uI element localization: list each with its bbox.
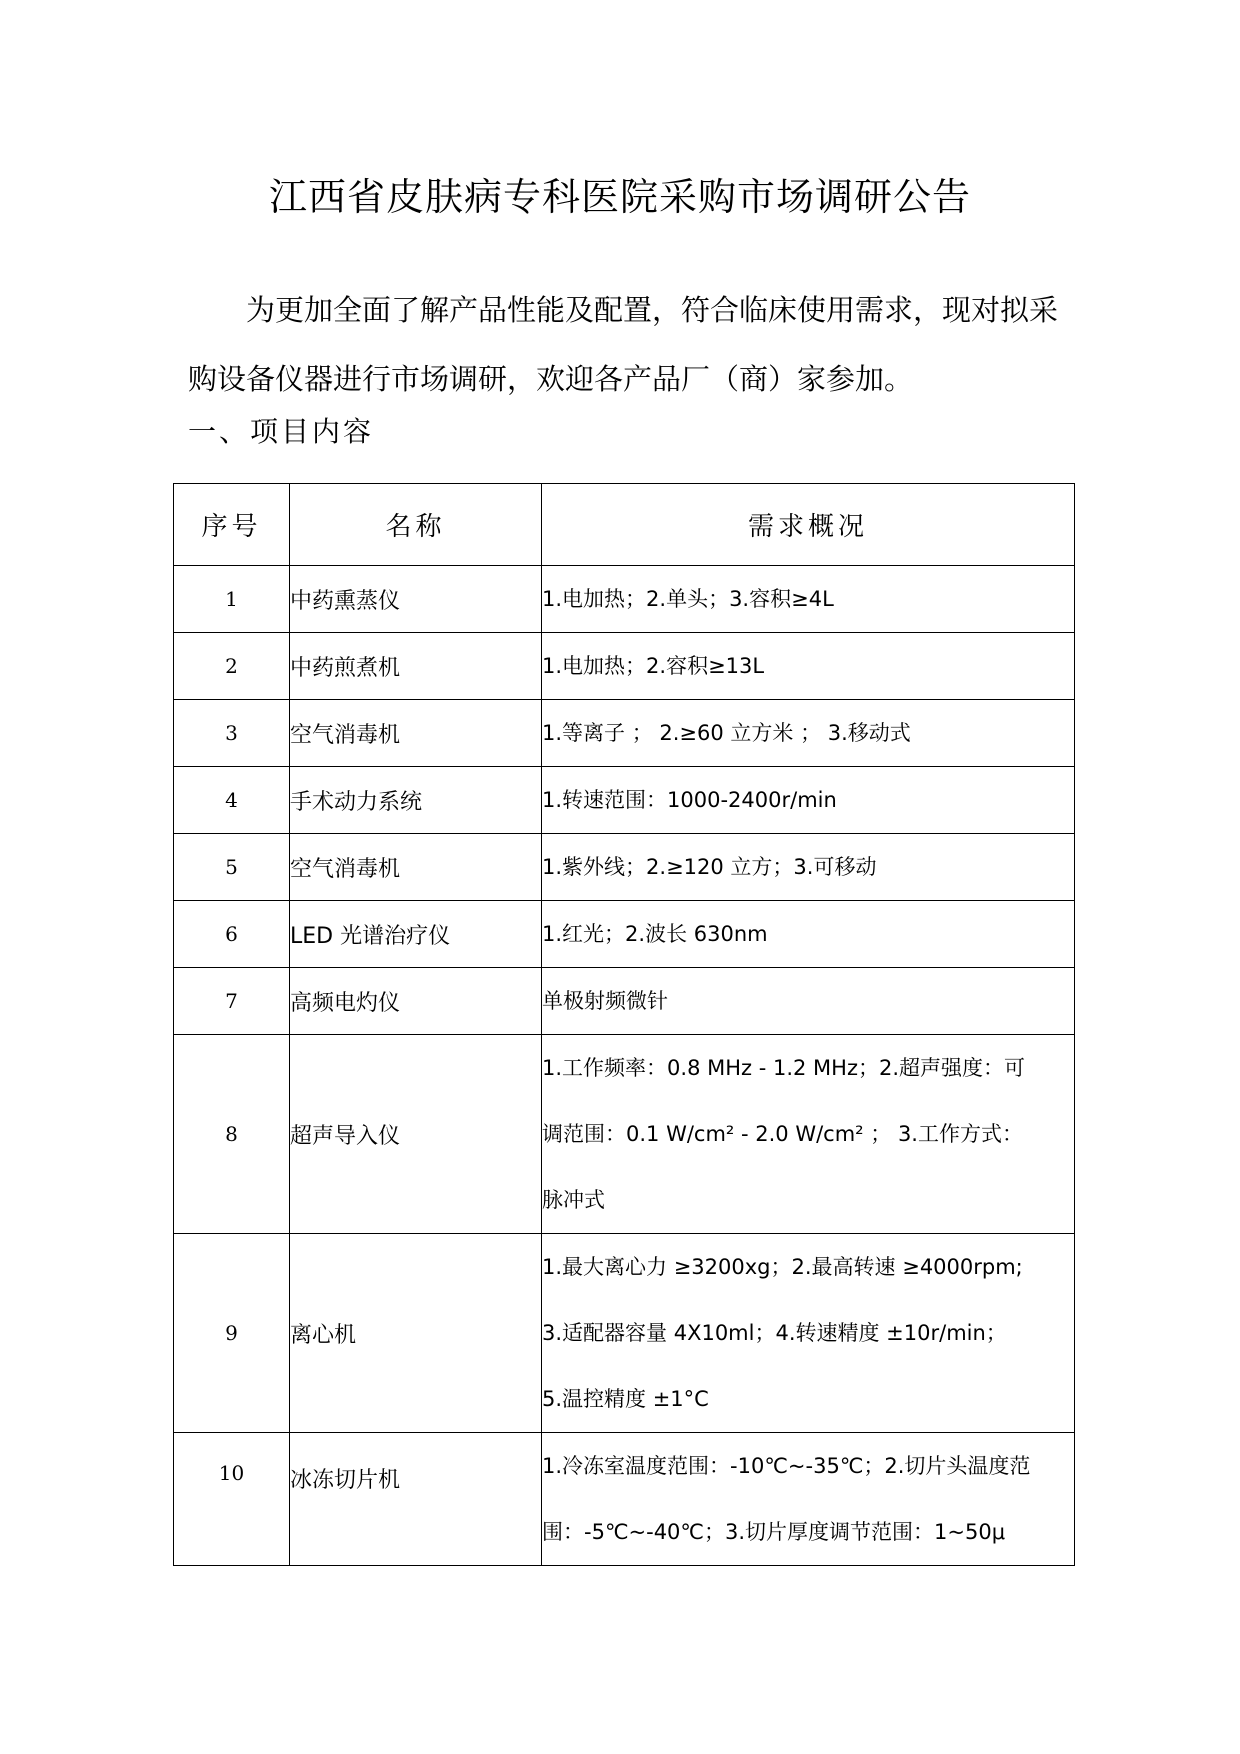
requirements-line: 1.最大离心力 ≥3200xg；2.最高转速 ≥4000rpm; [542,1255,1023,1279]
row-requirements [542,901,1075,968]
row-name: LED 光谱治疗仪 [290,901,542,968]
row-requirements [542,834,1075,901]
requirements-table [173,483,1075,1566]
section-heading: 一、项目内容 [188,415,375,448]
requirements-line: 1.紫外线；2.≥120 立方；3.可移动 [542,855,877,879]
row-requirements [542,1234,1075,1433]
requirements-line: 3.适配器容量 4X10ml；4.转速精度 ±10r/min； [542,1321,1007,1345]
row-index: 4 [174,767,290,834]
requirements-line: 单极射频微针 [542,989,668,1013]
page-title: 江西省皮肤病专科医院采购市场调研公告 [268,175,971,219]
row-index: 3 [174,700,290,767]
requirements-line: 1.电加热；2.单头；3.容积≥4L [542,587,834,611]
requirements-line: 1.等离子 ； 2.≥60 立方米 ； 3.移动式 [542,721,911,745]
row-requirements [542,566,1075,633]
row-index: 6 [174,901,290,968]
intro-paragraph-line-1: 为更加全面了解产品性能及配置，符合临床使用需求，现对拟采 [246,293,1059,327]
requirements-line: 围：-5℃~-40℃；3.切片厚度调节范围：1~50μ [542,1520,1006,1544]
header-index: 序号 [174,484,290,566]
row-name: 空气消毒机 [290,700,542,767]
table-row [174,767,1075,834]
row-index: 7 [174,968,290,1035]
row-name: 中药煎煮机 [290,633,542,700]
header-requirements: 需求概况 [542,484,1075,566]
intro-paragraph-line-2: 购设备仪器进行市场调研，欢迎各产品厂（商）家参加。 [188,362,914,396]
table-row [174,1433,1075,1566]
row-index: 5 [174,834,290,901]
requirements-line: 1.转速范围：1000-2400r/min [542,788,837,812]
row-index: 2 [174,633,290,700]
row-name: 手术动力系统 [290,767,542,834]
row-requirements [542,767,1075,834]
row-name: 空气消毒机 [290,834,542,901]
table-row [174,968,1075,1035]
table-row [174,633,1075,700]
row-requirements [542,633,1075,700]
row-requirements [542,700,1075,767]
header-name: 名称 [290,484,542,566]
table-row [174,901,1075,968]
row-index: 10 [174,1433,290,1566]
row-name: 超声导入仪 [290,1035,542,1234]
row-name: 冰冻切片机 [290,1433,542,1566]
row-index: 9 [174,1234,290,1433]
table-row [174,1234,1075,1433]
requirements-line: 调范围：0.1 W/cm² - 2.0 W/cm² ； 3.工作方式： [542,1122,1023,1146]
table-row [174,700,1075,767]
requirements-line: 1.冷冻室温度范围：-10℃~-35℃；2.切片头温度范 [542,1454,1031,1478]
row-name: 中药熏蒸仪 [290,566,542,633]
table-header-row [174,484,1075,566]
row-name: 高频电灼仪 [290,968,542,1035]
row-requirements [542,1433,1075,1566]
row-requirements [542,1035,1075,1234]
row-name: 离心机 [290,1234,542,1433]
requirements-line: 1.工作频率：0.8 MHz - 1.2 MHz；2.超声强度：可 [542,1056,1026,1080]
requirements-line: 1.电加热；2.容积≥13L [542,654,765,678]
row-index: 1 [174,566,290,633]
requirements-line: 脉冲式 [542,1188,605,1212]
row-requirements [542,968,1075,1035]
requirements-line: 5.温控精度 ±1°C [542,1387,709,1411]
row-index: 8 [174,1035,290,1234]
table-row [174,1035,1075,1234]
table-row [174,834,1075,901]
requirements-line: 1.红光；2.波长 630nm [542,922,768,946]
table-row [174,566,1075,633]
